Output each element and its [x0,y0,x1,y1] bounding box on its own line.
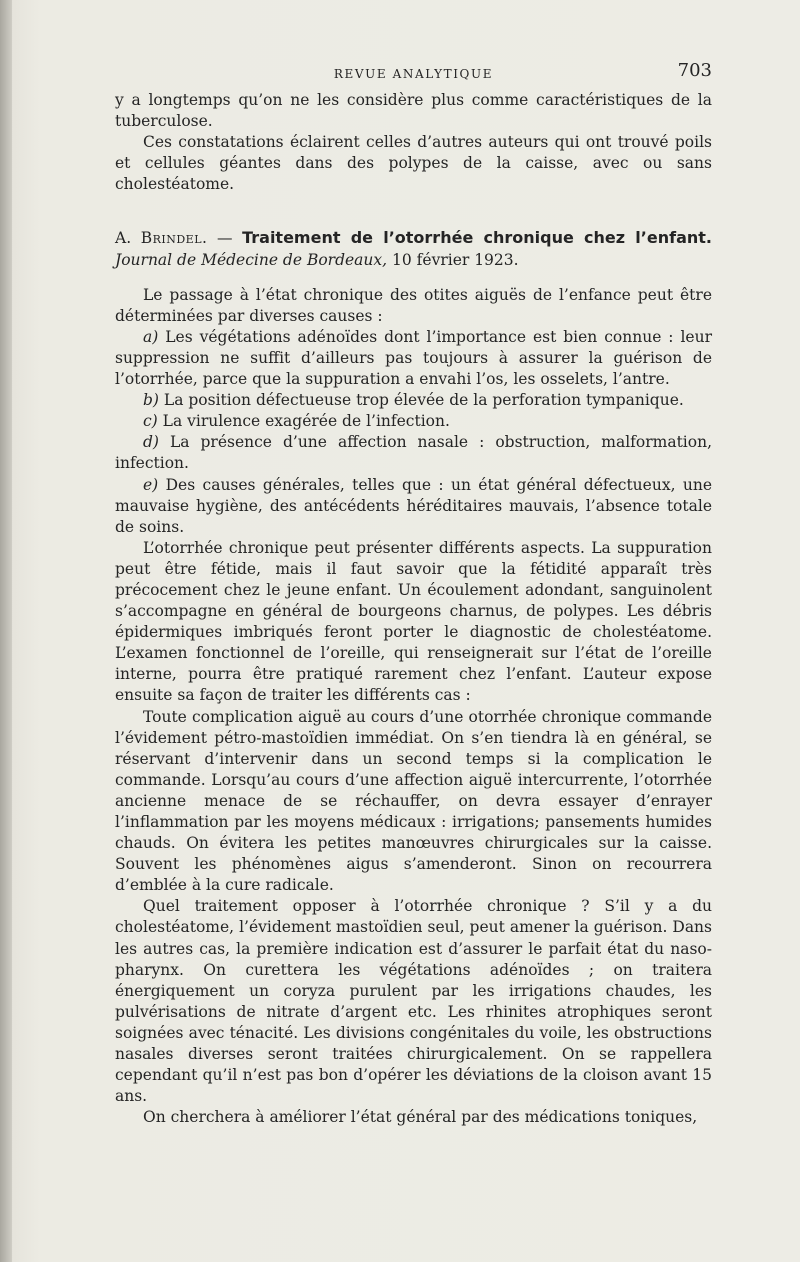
cause-item-e [115,475,712,538]
body-paragraph-causes: Le passage à l’état chronique des otites aiguës de l’enfance peut être déterminées par diverses causes : [115,285,712,325]
page-header [115,60,712,90]
page-number: 703 [677,60,712,81]
cause-item-c [115,411,712,432]
body-paragraph-treatment: Quel traitement opposer à l’otorrhée chronique ? S’il y a du cholestéatome, l’évidement mastoïdien seul, peut amener la guérison. Dans les autres cas, la première indication est d’assurer le parfait état du naso-pharynx. On curettera les végétations adénoïdes ; on traitera énergiquement un coryza purulent par les irrigations chaudes, les pulvérisations de nitrate d’argent etc. Les rhinites atrophiques seront soignées avec ténacité. Les divisions congénitales du voile, les obstructions nasales diverses seront traitées chirurgicalement. On se rappellera cependant qu’il n’est pas bon d’opérer les déviations de la cloison avant 15 ans. [115,897,712,1106]
item-letter: d) [143,433,159,452]
item-letter: b) [143,391,159,410]
item-text: Des causes générales, telles que : un état général défectueux, une mauvaise hygiène, des antécédents héréditaires mauvais, l’absence totale de soins. [115,475,712,536]
author-name: Brindel. [140,229,208,248]
item-text: Les végétations adénoïdes dont l’importance est bien connue : leur suppression ne suffit d’ailleurs pas toujours à assurer la guérison de l’otorrhée, parce que la suppuration a envahi l’os, les osselets, l’antre. [115,327,712,389]
item-text: La virulence exagérée de l’infection. [157,412,450,431]
body-paragraph-complications: Toute complication aiguë au cours d’une otorrhée chronique commande l’évidement pétro-mastoïdien immédiat. On s’en tiendra là en général, se réservant d’intervenir dans un second temps si la complication le commande. Lorsqu’au cours d’une affection aiguë intercurrente, l’otorrhée ancienne menace de se réchauffer, on devra essayer d’enrayer l’inflammation par les moyens médicaux : irrigations; pansements humides chauds. On évitera les petites manœuvres chirurgicales sur la caisse. Souvent les phénomènes aigus s’amenderont. Sinon on recourrera d’emblée à la cure radicale. [115,707,712,895]
author-initial: A. [115,229,132,248]
body-paragraph-aspects: L’otorrhée chronique peut présenter différents aspects. La suppuration peut être fétide, mais il faut savoir que la fétidité apparaît très précocement chez le jeune enfant. Un écoulement adondant, sanguinolent s’accompagne en général de bourgeons charnus, de polypes. Les débris épidermiques imbriqués feront porter le diagnostic de cholestéatome. L’examen fonctionnel de l’oreille, qui renseignerait sur l’état de l’oreille interne, pourra être pratiqué rarement chez l’enfant. L’auteur expose ensuite sa façon de traiter les différents cas : [115,538,712,705]
intro-paragraph-continued: y a longtemps qu’on ne les considère plus comme caractéristiques de la tuberculose. [115,91,712,131]
cause-item-b [115,390,712,411]
article-title: Traitement de l’otorrhée chronique chez l’enfant. [242,228,712,248]
running-title: REVUE ANALYTIQUE [333,67,494,81]
item-letter: e) [143,475,159,494]
journal-date: 10 février 1923. [387,250,519,269]
heading-dash: — [207,229,243,248]
item-text: La présence d’une affection nasale : obstruction, malformation, infection. [115,433,712,473]
item-letter: c) [143,412,158,431]
cause-item-a [115,327,712,390]
body-paragraph-general-state: On cherchera à améliorer l’état général par des médications toniques, [143,1108,698,1127]
cause-item-d [115,432,712,474]
item-text: La position défectueuse trop élevée de la perforation tympanique. [158,391,684,410]
item-letter: a) [143,327,159,346]
page-content [115,60,712,1128]
journal-name: Journal de Médecine de Bordeaux, [115,250,388,269]
article-heading [115,227,712,270]
intro-paragraph: Ces constatations éclairent celles d’autres auteurs qui ont trouvé poils et cellules géantes dans des polypes de la caisse, avec ou sans cholestéatome. [115,133,712,194]
book-spine-shadow [0,0,12,1262]
